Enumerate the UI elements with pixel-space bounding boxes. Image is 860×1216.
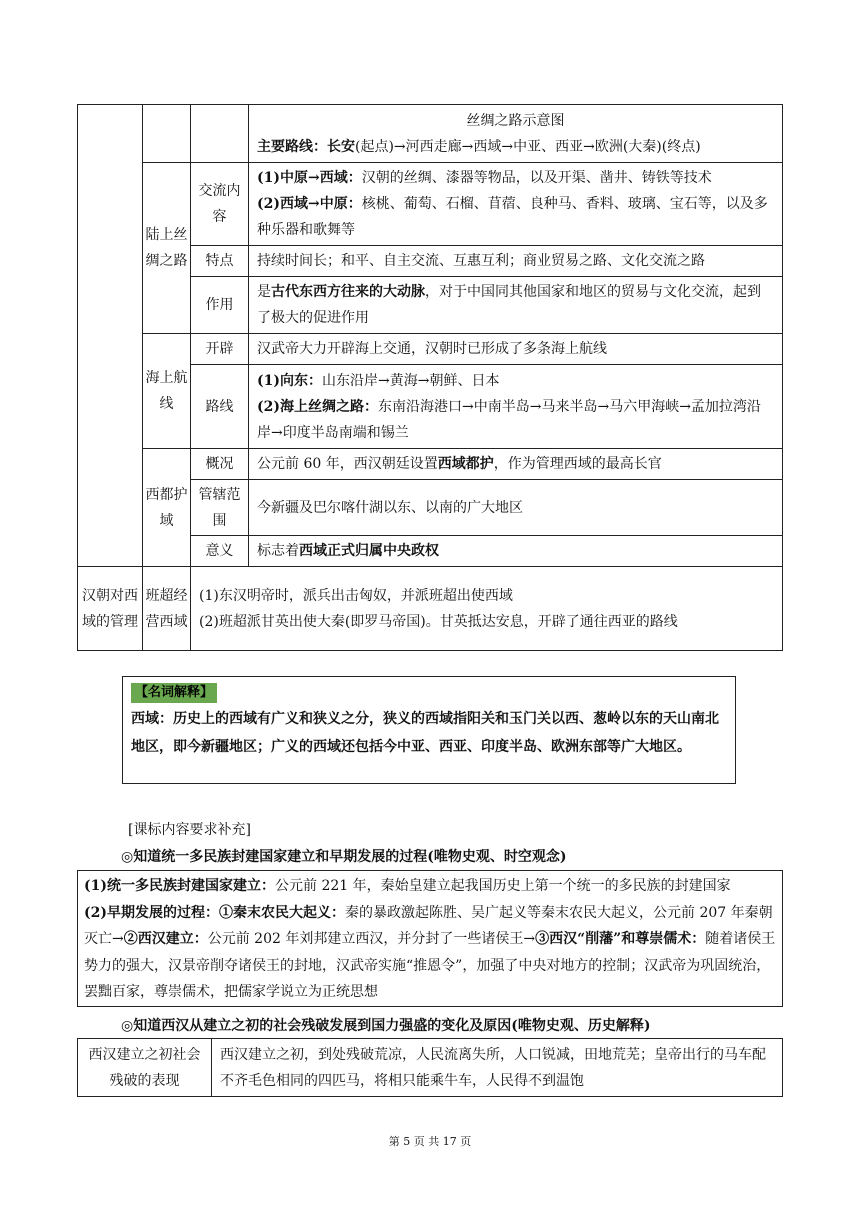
map-title: 丝绸之路示意图 <box>466 112 565 129</box>
exchange-label: 交流内容 <box>191 163 249 246</box>
glossary-text: 西域：历史上的西域有广义和狭义之分，狭义的西域指阳关和玉门关以西、葱岭以东的天山南北地区，即今新疆地区；广义的西域还包括今中亚、西亚、印度半岛、欧洲东部等广大地区。 <box>131 711 719 755</box>
western-han-content: 西汉建立之初，到处残破荒凉，人民流离失所，人口锐减，田地荒芜；皇帝出行的马车配不齐毛色相同的四匹马，将相只能乘牛车，人民得不到温饱 <box>212 1039 783 1097</box>
banchao-label: 班超经营西域 <box>143 567 191 651</box>
feature-label: 特点 <box>191 246 249 277</box>
requirement-2: ◎知道西汉从建立之初的社会残破发展到国力强盛的变化及原因(唯物史观、历史解释) <box>121 1018 651 1034</box>
blank-cell <box>191 105 249 163</box>
western-han-table <box>77 1038 783 1097</box>
role-content: 是古代东西方往来的大动脉，对于中国同其他国家和地区的贸易与文化交流，起到了极大的促进作用 <box>249 277 783 334</box>
meaning-content: 标志着西域正式归属中央政权 <box>249 536 783 567</box>
exchange-content: (1)中原→西域：汉朝的丝绸、漆器等物品，以及开渠、凿井、铸铁等技术 (2)西域→中原：核桃、葡萄、石榴、苜蓿、良种马、香料、玻璃、宝石等，以及多种乐器和歌舞等 <box>249 163 783 246</box>
western-regions-label: 汉朝对西域的管理 <box>78 567 143 651</box>
unification-box: (1)统一多民族封建国家建立：公元前 221 年，秦始皇建立起我国历史上第一个统一的多民族的封建国家 (2)早期发展的过程：①秦末农民大起义：秦的暴政激起陈胜、吴广起义等秦末农民大起义，公元前 207 年秦朝灭亡→②西汉建立：公元前 202 年刘邦建立西汉，并分封了一些诸侯王→③西汉“削藩”和尊崇儒术：随着诸侯王势力的强大，汉景帝削夺诸侯王的封地，汉武帝实施“推恩令”，加强了中央对地方的控制；汉武帝为巩固统治，罢黜百家，尊崇儒术，把儒家学说立为正统思想 <box>77 870 783 1007</box>
glossary-box <box>122 676 736 784</box>
open-content: 汉武帝大力开辟海上交通，汉朝时已形成了多条海上航线 <box>249 334 783 365</box>
glossary-label: 【名词解释】 <box>131 683 217 703</box>
western-han-label: 西汉建立之初社会残破的表现 <box>78 1039 212 1097</box>
supplement-heading: [课标内容要求补充] <box>128 822 251 838</box>
scope-label: 管辖范围 <box>191 480 249 536</box>
sea-route-content: (1)向东：山东沿岸→黄海→朝鲜、日本 (2)海上丝绸之路：东南沿海港口→中南半岛→马来半岛→马六甲海峡→孟加拉湾沿岸→印度半岛南端和锡兰 <box>249 365 783 449</box>
main-route: 主要路线：长安(起点)→河西走廊→西域→中亚、西亚→欧洲(大秦)(终点) <box>257 138 701 155</box>
feature-content: 持续时间长；和平、自主交流、互惠互利；商业贸易之路、文化交流之路 <box>249 246 783 277</box>
sea-route-path-label: 路线 <box>191 365 249 449</box>
page-number: 第 5 页 共 17 页 <box>388 1135 472 1148</box>
blank-cell <box>143 105 191 163</box>
role-label: 作用 <box>191 277 249 334</box>
overview-content: 公元前 60 年，西汉朝廷设置西域都护，作为管理西域的最高长官 <box>249 449 783 480</box>
route-cell <box>249 105 783 163</box>
overview-label: 概况 <box>191 449 249 480</box>
requirement-1: ◎知道统一多民族封建国家建立和早期发展的过程(唯物史观、时空观念) <box>121 849 567 865</box>
blank-category-cell <box>78 105 143 567</box>
open-label: 开辟 <box>191 334 249 365</box>
land-silk-road-label: 陆上丝绸之路 <box>143 163 191 334</box>
banchao-content: (1)东汉明帝时，派兵出击匈奴，并派班超出使西域 (2)班超派甘英出使大秦(即罗马帝国)。甘英抵达安息，开辟了通往西亚的路线 <box>191 567 783 651</box>
scope-content: 今新疆及巴尔喀什湖以东、以南的广大地区 <box>249 480 783 536</box>
sea-route-label: 海上航线 <box>143 334 191 449</box>
protectorate-label: 西都护域 <box>143 449 191 567</box>
meaning-label: 意义 <box>191 536 249 567</box>
silk-road-table <box>77 104 783 651</box>
